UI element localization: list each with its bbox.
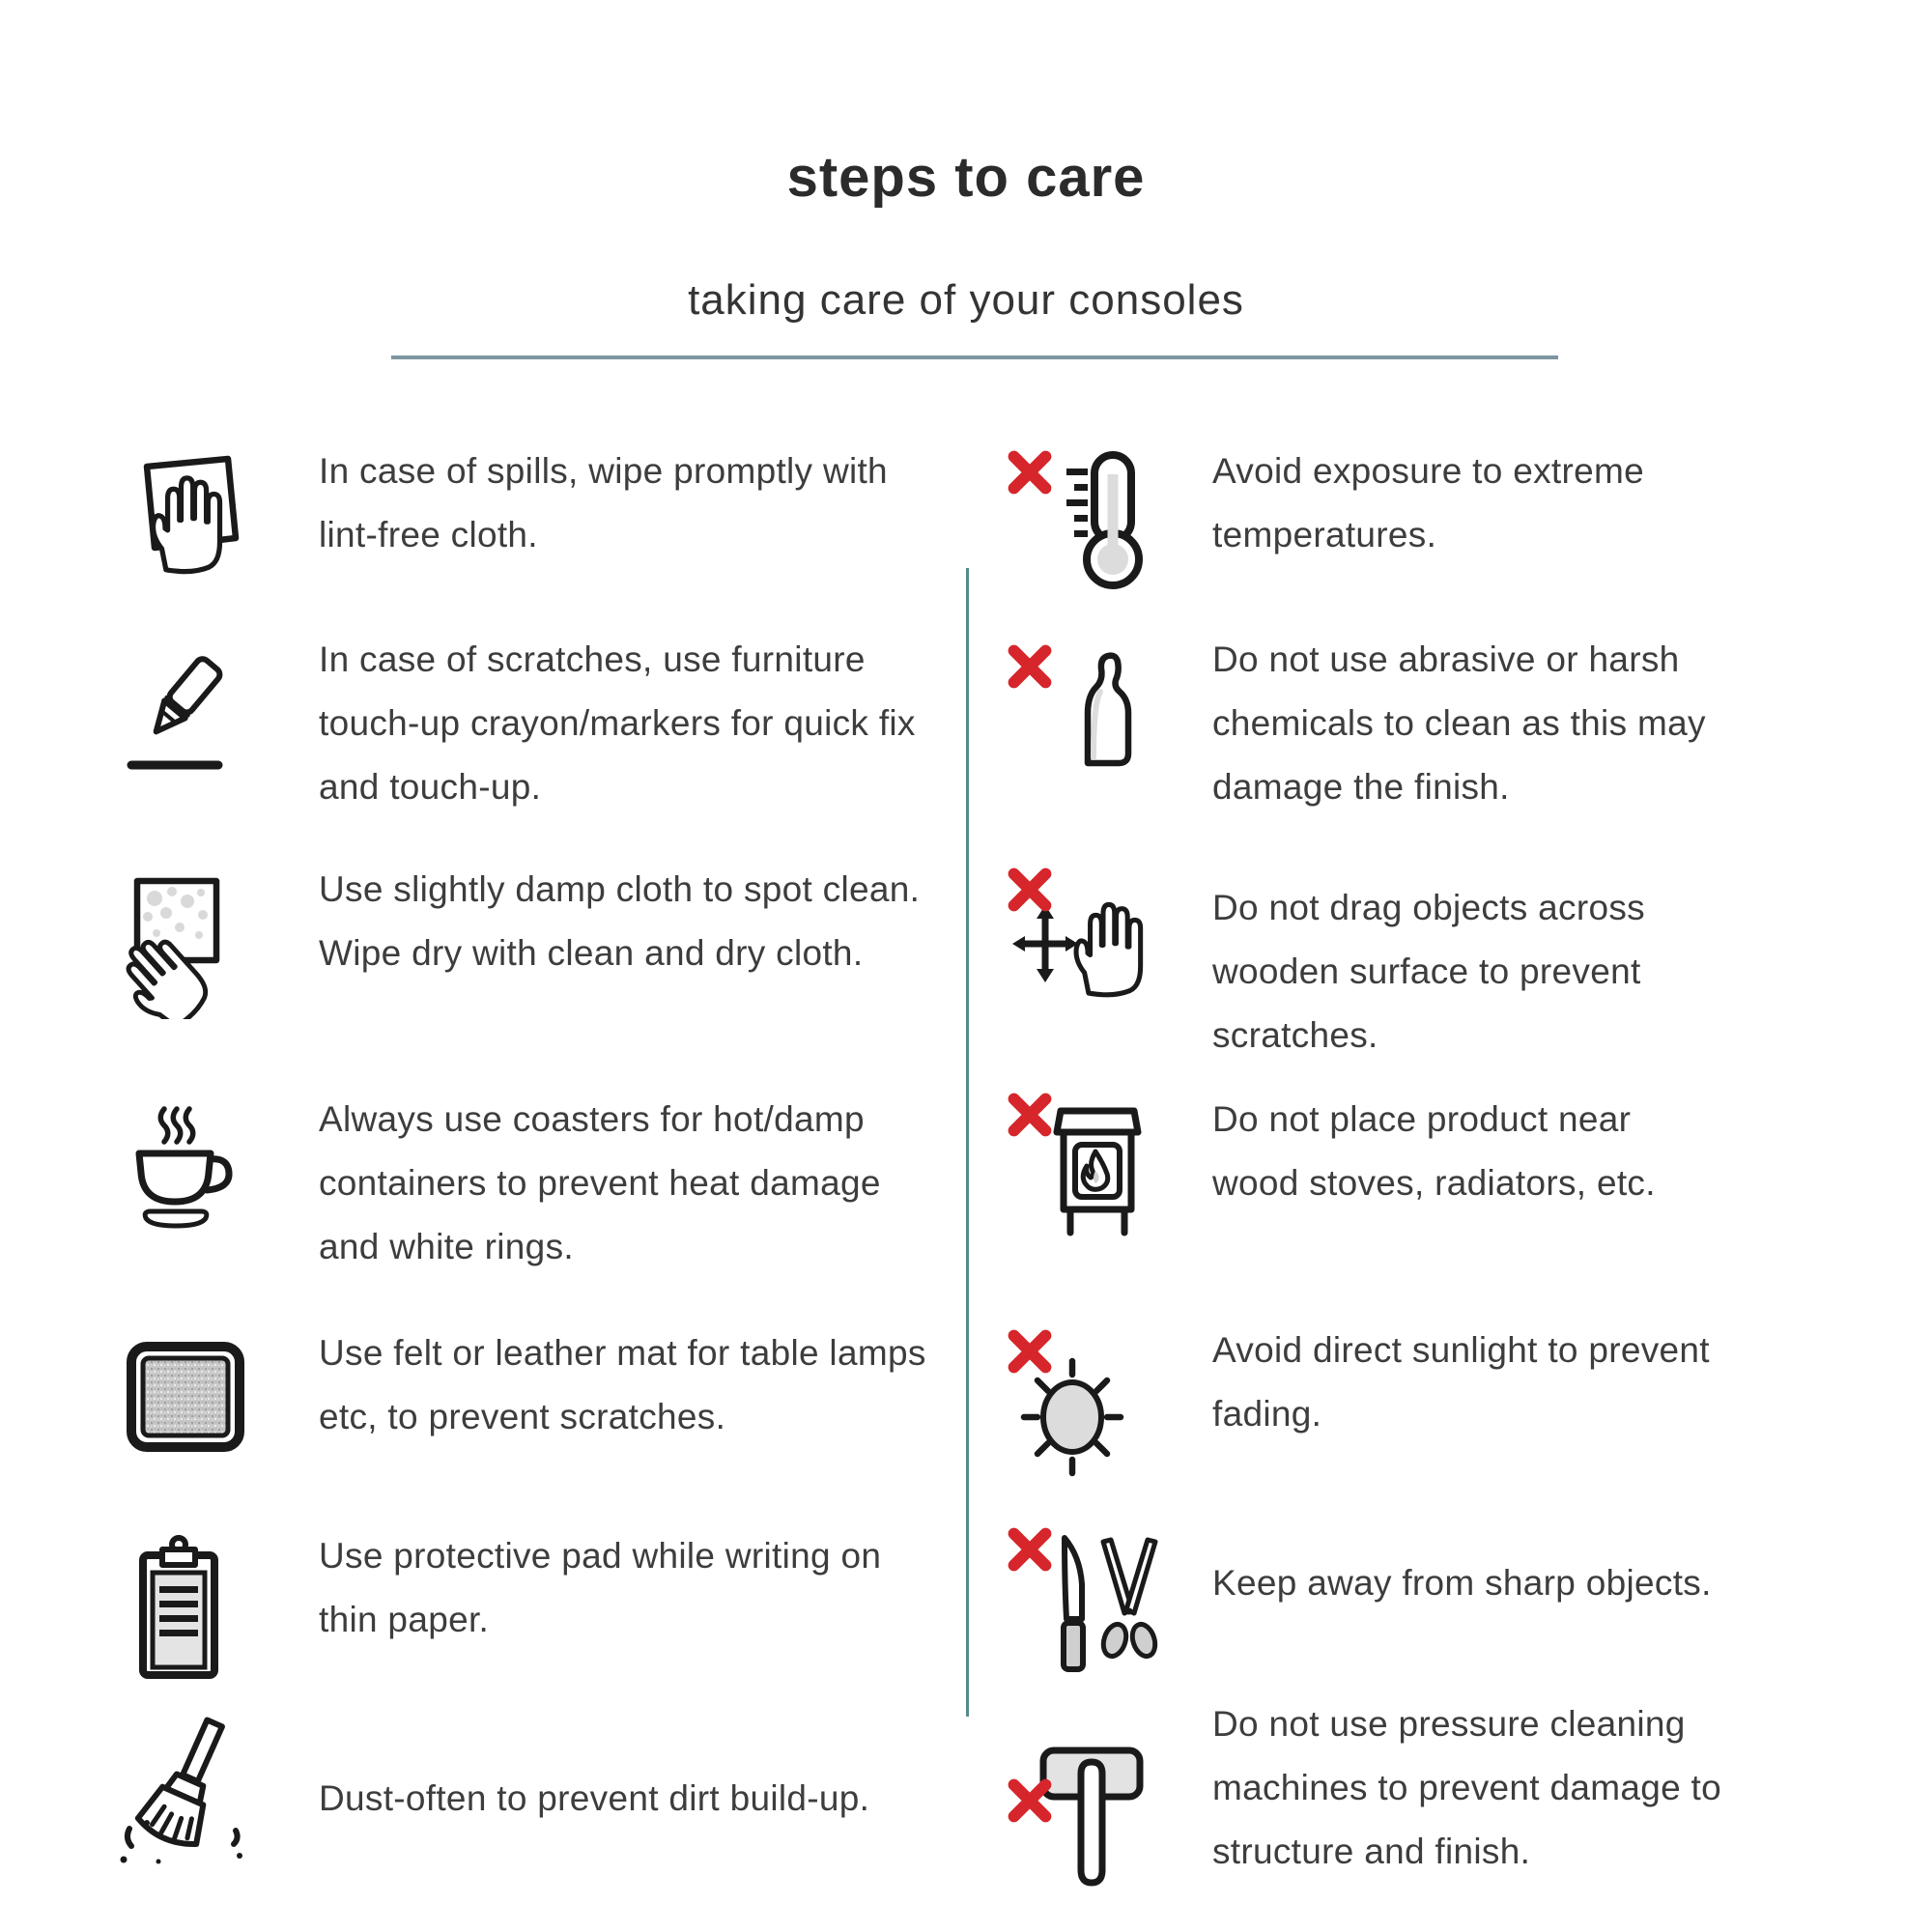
prohibited-x-icon (1007, 1092, 1053, 1138)
chemical-bottle-icon (1012, 628, 1167, 788)
damp-cloth-icon (116, 858, 261, 1019)
header-rule (391, 355, 1558, 359)
care-item-text: Avoid direct sunlight to prevent fading. (1212, 1330, 1710, 1434)
care-item-text: Use felt or leather mat for table lamps etc, to prevent scratches. (319, 1333, 926, 1436)
care-item-text: Keep away from sharp objects. (1212, 1563, 1712, 1603)
prohibited-x-icon (1007, 867, 1053, 913)
care-item-spills (116, 440, 947, 584)
column-divider (966, 568, 969, 1717)
care-item-pressure-cleaning (1012, 1692, 1727, 1889)
prohibited-x-icon (1007, 1526, 1053, 1573)
care-item-wood-stove (1012, 1088, 1727, 1239)
hot-cup-coaster-icon (116, 1088, 261, 1244)
felt-mat-icon (116, 1321, 261, 1468)
care-item-sharp-objects (1012, 1524, 1727, 1679)
writing-pad-icon (116, 1524, 261, 1687)
care-item-text: Do not use abrasive or harsh chemicals to clean as this may damage the finish. (1212, 639, 1706, 807)
care-item-text: Do not use pressure cleaning machines to prevent damage to structure and finish. (1212, 1704, 1722, 1871)
sun-icon (1012, 1319, 1167, 1481)
care-item-sunlight (1012, 1319, 1727, 1481)
care-item-text: Do not place product near wood stoves, radiators, etc. (1212, 1099, 1656, 1203)
prohibited-x-icon (1007, 643, 1053, 690)
care-item-coasters (116, 1088, 947, 1279)
care-item-text: In case of spills, wipe promptly with lint-free cloth. (319, 451, 888, 554)
drag-hand-icon (1012, 865, 1167, 1011)
care-item-damp-cloth (116, 858, 947, 1019)
page-title: steps to care (786, 146, 1146, 209)
care-item-text: Dust-often to prevent dirt build-up. (319, 1778, 870, 1818)
dust-brush-icon (116, 1715, 261, 1874)
care-item-chemicals (1012, 628, 1727, 819)
care-item-text: Use protective pad while writing on thin paper. (319, 1536, 882, 1639)
care-item-text: Do not drag objects across wooden surface to prevent scratches. (1212, 888, 1645, 1055)
wood-stove-icon (1012, 1088, 1167, 1239)
care-item-writing-pad (116, 1524, 947, 1687)
wipe-spill-cloth-icon (116, 440, 261, 584)
touch-up-crayon-icon (116, 628, 261, 786)
care-item-temperature (1012, 440, 1727, 592)
care-item-text: Use slightly damp cloth to spot clean. Wipe dry with clean and dry cloth. (319, 869, 921, 973)
prohibited-x-icon (1007, 1328, 1053, 1375)
care-item-felt-mat (116, 1321, 947, 1468)
prohibited-x-icon (1007, 1777, 1053, 1824)
care-item-text: Avoid exposure to extreme temperatures. (1212, 451, 1644, 554)
care-item-dusting (116, 1715, 947, 1874)
page-subtitle: taking care of your consoles (688, 276, 1244, 324)
prohibited-x-icon (1007, 449, 1053, 496)
care-item-scratches (116, 628, 947, 819)
thermometer-icon (1012, 440, 1167, 592)
care-item-text: In case of scratches, use furniture touch-up crayon/markers for quick fix and touch-up. (319, 639, 916, 807)
sharp-objects-icon (1012, 1524, 1167, 1679)
care-item-text: Always use coasters for hot/damp containers to prevent heat damage and white rings. (319, 1099, 881, 1266)
care-item-dragging (1012, 865, 1727, 1067)
pressure-cleaner-icon (1012, 1692, 1167, 1889)
